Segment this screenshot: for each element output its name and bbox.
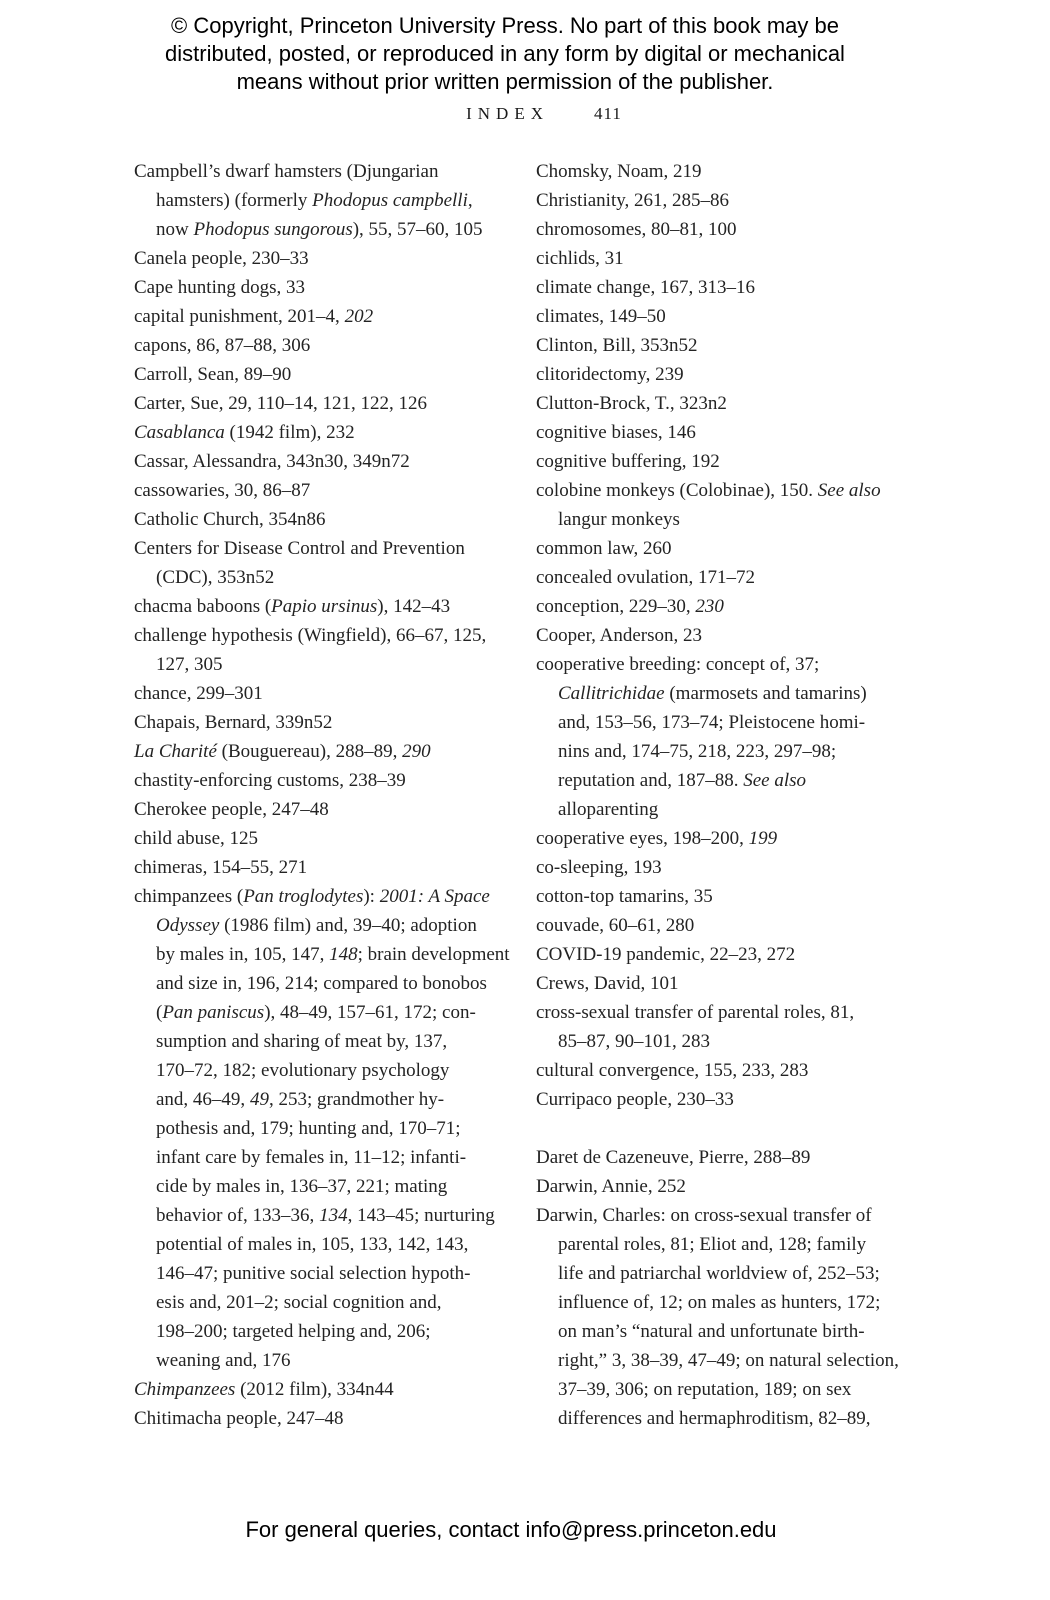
index-text: , 253; grandmother hy- <box>268 1089 445 1110</box>
index-entry-line <box>536 302 908 331</box>
index-entry-line <box>134 824 496 853</box>
index-text: Cherokee people, 247–48 <box>134 799 329 820</box>
index-text: (1986 film) and, 39–40; adoption <box>219 915 477 936</box>
index-entry-line <box>536 940 908 969</box>
index-text: climate change, 167, 313–16 <box>536 277 755 298</box>
index-entry-line <box>134 389 496 418</box>
index-text: cooperative eyes, 198–200, <box>536 828 749 849</box>
index-line-continuation <box>134 998 496 1027</box>
index-text: common law, 260 <box>536 538 672 559</box>
index-entry-line <box>134 273 496 302</box>
page-number: 411 <box>594 104 622 123</box>
index-text-italic: Chimpanzees <box>134 1379 236 1400</box>
index-text: hamsters) (formerly <box>156 190 313 211</box>
index-line-continuation <box>134 1346 496 1375</box>
index-entry-line <box>536 969 908 998</box>
index-line-continuation <box>536 1259 908 1288</box>
index-columns <box>134 157 908 1433</box>
index-line-continuation <box>536 505 908 534</box>
index-text: conception, 229–30, <box>536 596 696 617</box>
index-text-italic: Pan troglodytes <box>243 886 364 907</box>
index-text: (marmosets and tamarins) <box>664 683 867 704</box>
index-text: alloparenting <box>558 799 659 820</box>
index-text-italic: 290 <box>402 741 431 762</box>
index-line-continuation <box>536 1346 908 1375</box>
index-text-italic: Papio ursinus <box>271 596 378 617</box>
index-text-italic: 2001: A Space <box>379 886 490 907</box>
index-entry-line <box>134 766 496 795</box>
index-text-italic: La Charité <box>134 741 217 762</box>
index-text: Campbell’s dwarf hamsters (Djungarian <box>134 161 439 182</box>
index-text: potential of males in, 105, 133, 142, 143, <box>156 1234 469 1255</box>
index-entry-line <box>134 244 496 273</box>
index-text: cassowaries, 30, 86–87 <box>134 480 311 501</box>
index-line-continuation <box>134 650 496 679</box>
index-text: 146–47; punitive social selection hypoth- <box>156 1263 471 1284</box>
index-line-continuation <box>536 1317 908 1346</box>
index-text: differences and hermaphroditism, 82–89, <box>558 1408 871 1429</box>
index-entry-line <box>134 679 496 708</box>
index-line-continuation <box>134 940 510 969</box>
index-text: (2012 film), 334n44 <box>235 1379 394 1400</box>
index-text: Curripaco people, 230–33 <box>536 1089 734 1110</box>
index-entry-line <box>536 1172 908 1201</box>
footer-contact: For general queries, contact info@press.princeton.edu <box>245 1517 777 1542</box>
index-text: Darwin, Charles: on cross-sexual transfer of <box>536 1205 872 1226</box>
index-line-continuation <box>134 969 496 998</box>
letter-group-gap <box>536 1114 908 1143</box>
index-text: cognitive biases, 146 <box>536 422 696 443</box>
index-text: 85–87, 90–101, 283 <box>558 1031 710 1052</box>
index-text: Darwin, Annie, 252 <box>536 1176 686 1197</box>
running-head <box>34 104 1050 124</box>
index-column-left <box>134 157 510 1433</box>
index-text: (Bouguereau), 288–89, <box>216 741 403 762</box>
index-line-continuation <box>536 1404 908 1433</box>
index-text: couvade, 60–61, 280 <box>536 915 695 936</box>
index-text: Catholic Church, 354n86 <box>134 509 326 530</box>
index-text: Centers for Disease Control and Prevention <box>134 538 465 559</box>
index-line-continuation <box>134 1172 496 1201</box>
index-text: by males in, 105, 147, <box>156 944 330 965</box>
index-text: Carter, Sue, 29, 110–14, 121, 122, 126 <box>134 393 428 414</box>
index-text: 170–72, 182; evolutionary psychology <box>156 1060 450 1081</box>
index-column-right <box>536 157 908 1433</box>
index-entry-line <box>134 534 496 563</box>
index-text: parental roles, 81; Eliot and, 128; family <box>558 1234 867 1255</box>
index-text-italic: 134 <box>319 1205 348 1226</box>
index-text: ): <box>363 886 380 907</box>
index-text: ), 142–43 <box>377 596 451 617</box>
index-text: 198–200; targeted helping and, 206; <box>156 1321 431 1342</box>
index-text: Clinton, Bill, 353n52 <box>536 335 698 356</box>
index-entry-line <box>536 1085 908 1114</box>
index-text: cotton-top tamarins, 35 <box>536 886 713 907</box>
index-text: pothesis and, 179; hunting and, 170–71; <box>156 1118 461 1139</box>
index-text: nins and, 174–75, 218, 223, 297–98; <box>558 741 837 762</box>
index-entry-line <box>134 708 496 737</box>
index-text: influence of, 12; on males as hunters, 172; <box>558 1292 881 1313</box>
index-text-italic: Casablanca <box>134 422 225 443</box>
index-text: Crews, David, 101 <box>536 973 679 994</box>
index-text: chimeras, 154–55, 271 <box>134 857 308 878</box>
index-text-italic: Callitrichidae <box>558 683 665 704</box>
index-text-italic: 230 <box>695 596 724 617</box>
index-line-continuation <box>536 1288 908 1317</box>
index-entry-line <box>536 882 908 911</box>
running-head-title: INDEX <box>466 104 549 123</box>
index-entry-line <box>134 302 496 331</box>
index-text: Chomsky, Noam, 219 <box>536 161 702 182</box>
index-text: on man’s “natural and unfortunate birth- <box>558 1321 865 1342</box>
index-text: , <box>467 190 473 211</box>
index-text-italic: See also <box>817 480 881 501</box>
index-entry-line <box>536 1143 908 1172</box>
index-text: chacma baboons ( <box>134 596 272 617</box>
index-entry-line <box>134 360 496 389</box>
index-text: cultural convergence, 155, 233, 283 <box>536 1060 809 1081</box>
index-line-continuation <box>134 186 496 215</box>
index-text: and, 153–56, 173–74; Pleistocene homi- <box>558 712 866 733</box>
index-entry-line <box>536 418 908 447</box>
index-entry-line <box>134 331 496 360</box>
index-entry-line <box>536 592 908 621</box>
index-text: chance, 299–301 <box>134 683 263 704</box>
index-entry-line <box>134 476 496 505</box>
index-text-italic: Phodopus sungorous <box>193 219 353 240</box>
index-text: , 143–45; nurturing <box>347 1205 495 1226</box>
index-text: cide by males in, 136–37, 221; mating <box>156 1176 448 1197</box>
index-text: climates, 149–50 <box>536 306 666 327</box>
index-text: ; brain development <box>357 944 510 965</box>
index-entry-line <box>536 1056 908 1085</box>
copyright-line-3: means without prior written permission of the publisher. <box>236 69 774 94</box>
index-text: Chapais, Bernard, 339n52 <box>134 712 333 733</box>
index-line-continuation <box>536 737 908 766</box>
index-text: Cape hunting dogs, 33 <box>134 277 305 298</box>
copyright-line-2: distributed, posted, or reproduced in any form by digital or mechanical <box>165 41 845 66</box>
index-line-continuation <box>536 679 908 708</box>
index-line-continuation <box>134 1230 496 1259</box>
index-entry-line <box>536 853 908 882</box>
index-text: reputation and, 187–88. <box>558 770 744 791</box>
index-entry-line <box>134 505 496 534</box>
index-entry-line <box>536 911 908 940</box>
index-text-italic: Pan paniscus <box>162 1002 265 1023</box>
index-text: chromosomes, 80–81, 100 <box>536 219 737 240</box>
index-entry-line <box>536 331 908 360</box>
index-line-continuation <box>134 215 496 244</box>
index-text: ( <box>156 1002 163 1023</box>
index-entry-line <box>134 621 496 650</box>
index-entry-line <box>536 447 908 476</box>
index-text: (CDC), 353n52 <box>156 567 275 588</box>
index-entry-line <box>536 186 908 215</box>
index-text: chastity-enforcing customs, 238–39 <box>134 770 406 791</box>
index-text: Canela people, 230–33 <box>134 248 309 269</box>
index-text: colobine monkeys (Colobinae), 150. <box>536 480 818 501</box>
index-line-continuation <box>134 1085 496 1114</box>
index-entry-line <box>536 998 908 1027</box>
index-text: Cooper, Anderson, 23 <box>536 625 702 646</box>
index-entry-line <box>134 737 496 766</box>
index-entry-line <box>134 1404 496 1433</box>
index-text-italic: 202 <box>344 306 374 327</box>
index-text: concealed ovulation, 171–72 <box>536 567 755 588</box>
index-text: clitoridectomy, 239 <box>536 364 684 385</box>
index-text: right,” 3, 38–39, 47–49; on natural selection, <box>558 1350 899 1371</box>
index-entry-line <box>134 418 496 447</box>
index-text: Cassar, Alessandra, 343n30, 349n72 <box>134 451 410 472</box>
index-line-continuation <box>134 1143 496 1172</box>
index-text: cognitive buffering, 192 <box>536 451 720 472</box>
index-text: sumption and sharing of meat by, 137, <box>156 1031 448 1052</box>
index-line-continuation <box>536 1027 908 1056</box>
index-text: 37–39, 306; on reputation, 189; on sex <box>558 1379 852 1400</box>
index-text-italic: 148 <box>329 944 358 965</box>
index-entry-line <box>536 360 908 389</box>
index-text: cooperative breeding: concept of, 37; <box>536 654 820 675</box>
index-text: challenge hypothesis (Wingfield), 66–67, 125, <box>134 625 487 646</box>
index-text: chimpanzees ( <box>134 886 244 907</box>
index-entry-line <box>536 273 908 302</box>
index-line-continuation <box>134 1288 496 1317</box>
index-text: Daret de Cazeneuve, Pierre, 288–89 <box>536 1147 811 1168</box>
index-entry-line <box>134 1375 496 1404</box>
index-text: behavior of, 133–36, <box>156 1205 320 1226</box>
index-text: infant care by females in, 11–12; infanti- <box>156 1147 467 1168</box>
index-text: capons, 86, 87–88, 306 <box>134 335 311 356</box>
index-text: ), 48–49, 157–61, 172; con- <box>264 1002 476 1023</box>
index-line-continuation <box>134 1259 496 1288</box>
index-text: esis and, 201–2; social cognition and, <box>156 1292 442 1313</box>
index-text: co-sleeping, 193 <box>536 857 662 878</box>
index-entry-line <box>536 157 908 186</box>
index-text: now <box>156 219 194 240</box>
index-entry-line <box>536 476 908 505</box>
index-line-continuation <box>134 1114 496 1143</box>
index-entry-line <box>536 621 908 650</box>
index-line-continuation <box>134 911 496 940</box>
index-text: ), 55, 57–60, 105 <box>352 219 483 240</box>
index-line-continuation <box>536 766 908 795</box>
index-text: Clutton-Brock, T., 323n2 <box>536 393 727 414</box>
index-entry-line <box>536 1201 908 1230</box>
copyright-line-1: © Copyright, Princeton University Press. No part of this book may be <box>171 13 839 38</box>
index-entry-line <box>134 592 496 621</box>
index-line-continuation <box>134 1027 496 1056</box>
index-text: capital punishment, 201–4, <box>134 306 345 327</box>
index-text-italic: Odyssey <box>156 915 220 936</box>
index-entry-line <box>536 244 908 273</box>
index-entry-line <box>134 853 496 882</box>
index-text: Carroll, Sean, 89–90 <box>134 364 292 385</box>
index-entry-line <box>536 389 908 418</box>
index-text: (1942 film), 232 <box>224 422 355 443</box>
index-entry-line <box>134 447 496 476</box>
index-text-italic: 199 <box>748 828 778 849</box>
index-text: Chitimacha people, 247–48 <box>134 1408 344 1429</box>
index-text-italic: See also <box>743 770 807 791</box>
index-text: weaning and, 176 <box>156 1350 291 1371</box>
index-entry-line <box>536 824 908 853</box>
index-entry-line <box>536 650 908 679</box>
index-entry-line <box>134 795 496 824</box>
index-text: langur monkeys <box>558 509 680 530</box>
copyright-notice <box>0 12 1010 96</box>
index-line-continuation <box>134 1317 496 1346</box>
index-line-continuation <box>536 708 908 737</box>
index-entry-line <box>134 157 496 186</box>
index-text: life and patriarchal worldview of, 252–53; <box>558 1263 880 1284</box>
index-line-continuation <box>134 1201 496 1230</box>
index-text: 127, 305 <box>156 654 223 675</box>
index-entry-line <box>536 534 908 563</box>
index-entry-line <box>536 563 908 592</box>
index-entry-line <box>536 215 908 244</box>
index-text-italic: 49 <box>249 1089 269 1110</box>
index-text-italic: Phodopus campbelli <box>312 190 468 211</box>
index-text: child abuse, 125 <box>134 828 259 849</box>
index-text: cichlids, 31 <box>536 248 624 269</box>
index-text: cross-sexual transfer of parental roles, 81, <box>536 1002 855 1023</box>
index-text: COVID-19 pandemic, 22–23, 272 <box>536 944 796 965</box>
index-line-continuation <box>134 1056 496 1085</box>
index-entry-line <box>134 882 496 911</box>
index-line-continuation <box>536 1230 908 1259</box>
index-text: Christianity, 261, 285–86 <box>536 190 729 211</box>
index-line-continuation <box>536 795 908 824</box>
index-line-continuation <box>134 563 496 592</box>
index-line-continuation <box>536 1375 908 1404</box>
index-text: and size in, 196, 214; compared to bonobos <box>156 973 487 994</box>
index-text: and, 46–49, <box>156 1089 250 1110</box>
